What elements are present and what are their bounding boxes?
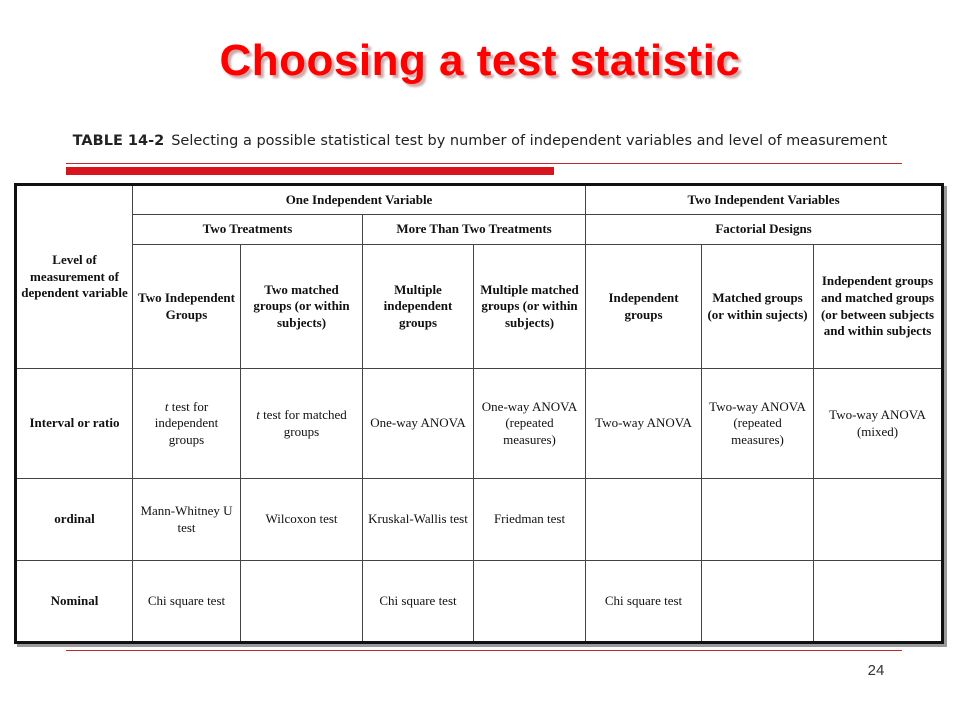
statistical-test-table [14, 183, 944, 644]
accent-bar [66, 167, 554, 175]
table-cell [586, 561, 702, 643]
group-header-two-iv: Two Independent Variables [586, 185, 943, 215]
corner-header: Level of measurement of dependent variable [16, 185, 133, 369]
group-header-one-iv: One Independent Variable [133, 185, 586, 215]
column-header: Multiple matched groups (or within subjects) [474, 245, 586, 369]
page-number: 24 [867, 662, 885, 679]
cell-text: One-way ANOVA [370, 415, 466, 431]
subgroup-header-more-treatments: More Than Two Treatments [363, 215, 586, 245]
top-rule [66, 163, 902, 164]
table-cell [133, 561, 241, 643]
table-cell [474, 561, 586, 643]
table-caption-label: TABLE 14-2 [72, 133, 165, 149]
table-cell [814, 369, 943, 479]
column-header: Two matched groups (or within subjects) [241, 245, 363, 369]
column-header: Independent groups [586, 245, 702, 369]
table-cell [133, 369, 241, 479]
table-caption-text: Selecting a possible statistical test by number of independent variables and level of measurement [171, 133, 888, 149]
table-cell [702, 369, 814, 479]
cell-text: Two-way ANOVA (mixed) [829, 406, 926, 439]
cell-text: Two-way ANOVA (repeated measures) [709, 398, 806, 447]
row-label: ordinal [16, 479, 133, 561]
column-header: Independent groups and matched groups (or between subjects and within subjects [814, 245, 943, 369]
cell-text: One-way ANOVA (repeated measures) [481, 398, 578, 447]
table-cell [241, 369, 363, 479]
subgroup-header-factorial: Factorial Designs [586, 215, 943, 245]
cell-text: Mann-Whitney U test [140, 502, 233, 535]
table-cell [474, 369, 586, 479]
subgroup-header-two-treatments: Two Treatments [133, 215, 363, 245]
column-header: Multiple independent groups [363, 245, 474, 369]
cell-text: Friedman test [493, 511, 566, 527]
column-header: Two Independent Groups [133, 245, 241, 369]
cell-text: Wilcoxon test [265, 511, 338, 527]
cell-italic: t [164, 398, 169, 414]
row-label: Nominal [16, 561, 133, 643]
table-cell [586, 369, 702, 479]
table-caption [0, 133, 960, 149]
column-header: Matched groups (or within sujects) [702, 245, 814, 369]
table-cell [702, 479, 814, 561]
table-cell [814, 561, 943, 643]
table-cell [702, 561, 814, 643]
cell-italic: t [256, 406, 260, 422]
table-cell [363, 479, 474, 561]
table-cell [133, 479, 241, 561]
table-row [16, 479, 943, 561]
bottom-rule [66, 650, 902, 651]
cell-text: Kruskal-Wallis test [368, 511, 468, 527]
table-cell [363, 369, 474, 479]
slide-title: Choosing a test statistic [219, 36, 741, 85]
cell-text: Two-way ANOVA [595, 415, 692, 431]
table-cell [814, 479, 943, 561]
cell-text: test for independent groups [154, 398, 219, 447]
cell-text: test for matched groups [259, 406, 347, 439]
cell-text: Chi square test [379, 592, 457, 608]
cell-text: Chi square test [604, 592, 683, 608]
table-row [16, 369, 943, 479]
table-cell [241, 561, 363, 643]
table-cell [241, 479, 363, 561]
table-cell [474, 479, 586, 561]
table-cell [586, 479, 702, 561]
row-label: Interval or ratio [16, 369, 133, 479]
table-cell [363, 561, 474, 643]
cell-text: Chi square test [147, 592, 226, 608]
table-row [16, 561, 943, 643]
